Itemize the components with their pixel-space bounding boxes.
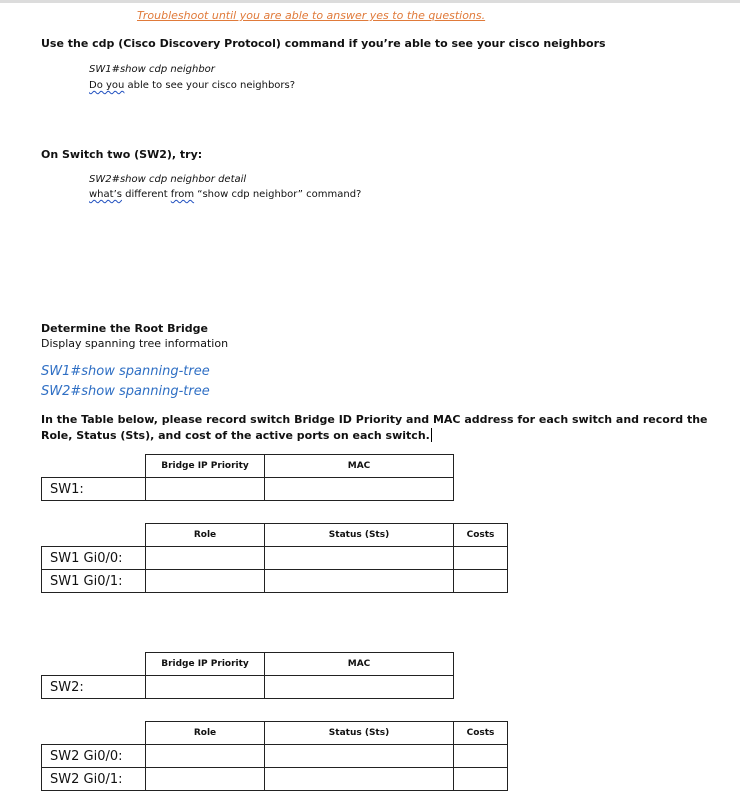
bridge-priority-header: Bridge IP Priority bbox=[146, 653, 265, 676]
instruction-text: In the Table below, please record switch Bridge ID Priority and MAC address for each switch and record the Role, Status (Sts), and cost of the active ports on each switch. bbox=[41, 413, 708, 442]
mac-header: MAC bbox=[265, 653, 454, 676]
table-row bbox=[42, 676, 454, 699]
cdp-question-lead[interactable]: Do you bbox=[89, 80, 125, 91]
sw2-gi01-role-cell[interactable] bbox=[146, 768, 265, 791]
table-cell bbox=[42, 722, 146, 745]
sw1-label: SW1: bbox=[42, 478, 146, 501]
sw2-gi00-cost-cell[interactable] bbox=[454, 745, 508, 768]
role-header: Role bbox=[146, 722, 265, 745]
cdp-heading: Use the cdp (Cisco Discovery Protocol) command if you’re able to see your cisco neighbors bbox=[41, 37, 606, 50]
sw1-spanning-tree-command: SW1#show spanning-tree bbox=[41, 364, 210, 379]
cdp-question-rest: able to see your cisco neighbors? bbox=[124, 80, 296, 91]
sw2-gi01-cost-cell[interactable] bbox=[454, 768, 508, 791]
page-title: Troubleshoot until you are able to answer yes to the questions. bbox=[137, 9, 486, 22]
table-cell bbox=[42, 524, 146, 547]
sw2-question-b: different bbox=[121, 189, 171, 200]
sw2-command: SW2#show cdp neighbor detail bbox=[89, 174, 247, 185]
sw2-bridge-table bbox=[41, 652, 454, 699]
table-row bbox=[42, 524, 508, 547]
sw2-gi01-label: SW2 Gi0/1: bbox=[42, 768, 146, 791]
sw2-heading: On Switch two (SW2), try: bbox=[41, 148, 203, 161]
sw2-question bbox=[89, 189, 361, 200]
mac-header: MAC bbox=[265, 455, 454, 478]
sw1-gi00-cost-cell[interactable] bbox=[454, 547, 508, 570]
sw2-gi00-role-cell[interactable] bbox=[146, 745, 265, 768]
sw2-gi00-status-cell[interactable] bbox=[265, 745, 454, 768]
role-header: Role bbox=[146, 524, 265, 547]
table-cell bbox=[42, 653, 146, 676]
sw2-gi01-status-cell[interactable] bbox=[265, 768, 454, 791]
costs-header: Costs bbox=[454, 524, 508, 547]
sw2-question-d: “show cdp neighbor” command? bbox=[194, 189, 362, 200]
table-cell bbox=[42, 455, 146, 478]
costs-header: Costs bbox=[454, 722, 508, 745]
sw2-question-a[interactable]: what’s bbox=[89, 189, 122, 200]
root-bridge-subheading: Display spanning tree information bbox=[41, 337, 229, 350]
table-row bbox=[42, 653, 454, 676]
sw1-gi00-status-cell[interactable] bbox=[265, 547, 454, 570]
sw1-port-table bbox=[41, 523, 508, 593]
sw1-gi01-cost-cell[interactable] bbox=[454, 570, 508, 593]
sw2-mac-cell[interactable] bbox=[265, 676, 454, 699]
status-header: Status (Sts) bbox=[265, 524, 454, 547]
sw1-gi01-role-cell[interactable] bbox=[146, 570, 265, 593]
sw2-question-c[interactable]: from bbox=[170, 189, 195, 200]
sw2-gi00-label: SW2 Gi0/0: bbox=[42, 745, 146, 768]
cdp-question bbox=[89, 80, 295, 91]
table-row bbox=[42, 722, 508, 745]
table-row bbox=[42, 547, 508, 570]
root-bridge-heading: Determine the Root Bridge bbox=[41, 322, 208, 335]
sw2-port-table bbox=[41, 721, 508, 791]
cdp-command: SW1#show cdp neighbor bbox=[89, 64, 215, 75]
table-row bbox=[42, 745, 508, 768]
text-cursor bbox=[431, 428, 432, 442]
table-row bbox=[42, 478, 454, 501]
status-header: Status (Sts) bbox=[265, 722, 454, 745]
sw1-mac-cell[interactable] bbox=[265, 478, 454, 501]
table-row bbox=[42, 570, 508, 593]
sw1-gi00-role-cell[interactable] bbox=[146, 547, 265, 570]
sw1-gi01-label: SW1 Gi0/1: bbox=[42, 570, 146, 593]
sw1-bridge-table bbox=[41, 454, 454, 501]
table-row bbox=[42, 768, 508, 791]
sw2-label: SW2: bbox=[42, 676, 146, 699]
instruction-paragraph[interactable] bbox=[41, 412, 731, 444]
page-top-border bbox=[0, 0, 740, 3]
sw1-gi01-status-cell[interactable] bbox=[265, 570, 454, 593]
sw1-priority-cell[interactable] bbox=[146, 478, 265, 501]
sw1-gi00-label: SW1 Gi0/0: bbox=[42, 547, 146, 570]
table-row bbox=[42, 455, 454, 478]
sw2-spanning-tree-command: SW2#show spanning-tree bbox=[41, 384, 210, 399]
bridge-priority-header: Bridge IP Priority bbox=[146, 455, 265, 478]
sw2-priority-cell[interactable] bbox=[146, 676, 265, 699]
